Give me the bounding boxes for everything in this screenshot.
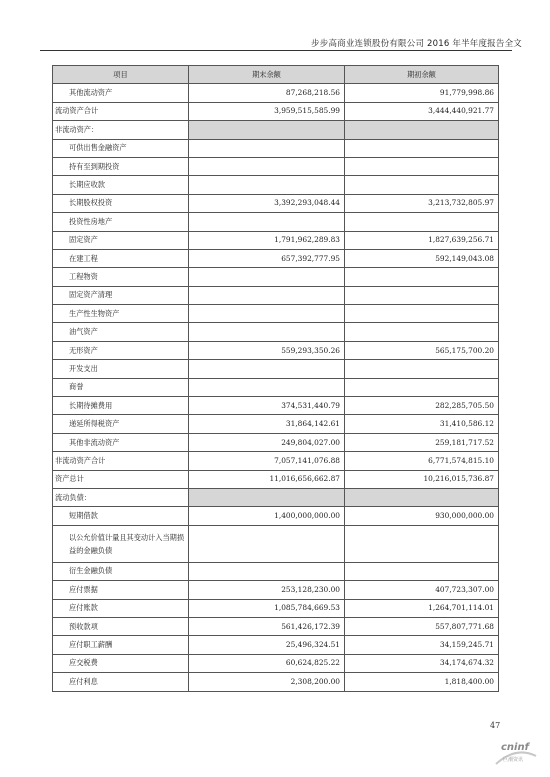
row-beginning-balance — [345, 157, 499, 175]
table-row — [53, 323, 499, 341]
page-number: 47 — [490, 721, 501, 730]
row-beginning-balance: 407,723,307.00 — [345, 581, 499, 599]
row-item-name: 商誉 — [53, 378, 189, 396]
row-item-name: 其他流动资产 — [53, 84, 189, 102]
row-ending-balance: 249,804,027.00 — [189, 433, 345, 451]
row-beginning-balance: 91,779,998.86 — [345, 84, 499, 102]
table-row — [53, 599, 499, 617]
table-row — [53, 268, 499, 286]
row-ending-balance — [189, 176, 345, 194]
row-item-name: 非流动资产合计 — [53, 452, 189, 470]
row-ending-balance: 25,496,324.51 — [189, 636, 345, 654]
table-row — [53, 470, 499, 488]
row-ending-balance — [189, 488, 345, 506]
row-beginning-balance — [345, 323, 499, 341]
row-ending-balance: 2,308,200.00 — [189, 673, 345, 691]
row-ending-balance — [189, 323, 345, 341]
row-item-name: 无形资产 — [53, 341, 189, 359]
row-beginning-balance — [345, 525, 499, 562]
row-beginning-balance: 10,216,015,736.87 — [345, 470, 499, 488]
row-beginning-balance — [345, 286, 499, 304]
table-row — [53, 562, 499, 580]
row-item-name: 应付票据 — [53, 581, 189, 599]
row-beginning-balance — [345, 139, 499, 157]
table-row — [53, 139, 499, 157]
row-beginning-balance: 6,771,574,815.10 — [345, 452, 499, 470]
row-ending-balance: 657,392,777.95 — [189, 249, 345, 267]
row-beginning-balance: 1,264,701,114.01 — [345, 599, 499, 617]
row-item-name: 衍生金融负债 — [53, 562, 189, 580]
report-header-title: 步步高商业连锁股份有限公司 2016 年半年度报告全文 — [311, 39, 522, 49]
row-beginning-balance — [345, 488, 499, 506]
row-item-name: 长期待摊费用 — [53, 397, 189, 415]
row-beginning-balance: 930,000,000.00 — [345, 507, 499, 525]
balance-sheet-table — [52, 65, 499, 692]
row-ending-balance: 1,791,962,289.83 — [189, 231, 345, 249]
column-header-item: 项目 — [53, 66, 189, 84]
row-item-name: 应交税费 — [53, 654, 189, 672]
row-item-name: 应付职工薪酬 — [53, 636, 189, 654]
row-item-name: 非流动资产： — [53, 121, 189, 139]
row-item-name: 固定资产 — [53, 231, 189, 249]
table-row — [53, 673, 499, 691]
row-ending-balance: 559,293,350.26 — [189, 341, 345, 359]
row-item-name: 应付利息 — [53, 673, 189, 691]
row-ending-balance: 3,392,293,048.44 — [189, 194, 345, 212]
table-row — [53, 102, 499, 120]
row-beginning-balance — [345, 213, 499, 231]
row-ending-balance — [189, 360, 345, 378]
row-beginning-balance: 557,807,771.68 — [345, 617, 499, 635]
row-item-name: 短期借款 — [53, 507, 189, 525]
table-row — [53, 360, 499, 378]
table-row — [53, 378, 499, 396]
row-item-name: 流动负债： — [53, 488, 189, 506]
table-row — [53, 581, 499, 599]
row-ending-balance — [189, 139, 345, 157]
row-item-name: 生产性生物资产 — [53, 305, 189, 323]
row-ending-balance: 3,959,515,585.99 — [189, 102, 345, 120]
row-beginning-balance: 34,174,674.32 — [345, 654, 499, 672]
row-item-name: 以公允价值计量且其变动计入当期损益的金融负债 — [53, 525, 189, 562]
table-row — [53, 194, 499, 212]
row-beginning-balance: 31,410,586.12 — [345, 415, 499, 433]
row-item-name: 资产总计 — [53, 470, 189, 488]
row-beginning-balance: 282,285,705.50 — [345, 397, 499, 415]
row-ending-balance — [189, 378, 345, 396]
header-rule — [40, 50, 512, 51]
table-row — [53, 84, 499, 102]
row-beginning-balance — [345, 121, 499, 139]
row-item-name: 长期股权投资 — [53, 194, 189, 212]
table-row — [53, 452, 499, 470]
row-beginning-balance — [345, 176, 499, 194]
row-item-name: 油气资产 — [53, 323, 189, 341]
row-ending-balance: 11,016,656,662.87 — [189, 470, 345, 488]
row-ending-balance: 60,624,825.22 — [189, 654, 345, 672]
row-beginning-balance — [345, 360, 499, 378]
row-beginning-balance: 259,181,717.52 — [345, 433, 499, 451]
row-ending-balance: 561,426,172.39 — [189, 617, 345, 635]
row-item-name: 其他非流动资产 — [53, 433, 189, 451]
table-row — [53, 286, 499, 304]
row-item-name: 在建工程 — [53, 249, 189, 267]
row-beginning-balance — [345, 378, 499, 396]
row-item-name: 投资性房地产 — [53, 213, 189, 231]
table-row — [53, 176, 499, 194]
table-row — [53, 213, 499, 231]
row-ending-balance — [189, 157, 345, 175]
row-item-name: 流动资产合计 — [53, 102, 189, 120]
row-ending-balance: 1,085,784,669.53 — [189, 599, 345, 617]
row-ending-balance: 374,531,440.79 — [189, 397, 345, 415]
row-beginning-balance: 34,159,245.71 — [345, 636, 499, 654]
row-item-name: 应付账款 — [53, 599, 189, 617]
watermark-subtext: 巨潮资讯 — [503, 757, 524, 763]
table-row — [53, 654, 499, 672]
row-item-name: 预收款项 — [53, 617, 189, 635]
row-ending-balance — [189, 525, 345, 562]
row-item-name: 递延所得税资产 — [53, 415, 189, 433]
table-row — [53, 617, 499, 635]
row-item-name: 工程物资 — [53, 268, 189, 286]
column-header-ending-balance: 期末余额 — [189, 66, 345, 84]
row-beginning-balance: 3,444,440,921.77 — [345, 102, 499, 120]
row-ending-balance — [189, 121, 345, 139]
table-row — [53, 636, 499, 654]
row-beginning-balance: 565,175,700.20 — [345, 341, 499, 359]
row-ending-balance — [189, 268, 345, 286]
table-header-row — [53, 66, 499, 84]
row-beginning-balance — [345, 268, 499, 286]
row-ending-balance — [189, 305, 345, 323]
table-row — [53, 507, 499, 525]
table-row — [53, 249, 499, 267]
table-row — [53, 231, 499, 249]
row-ending-balance: 7,057,141,076.88 — [189, 452, 345, 470]
row-ending-balance: 87,268,218.56 — [189, 84, 345, 102]
row-ending-balance — [189, 286, 345, 304]
table-row — [53, 433, 499, 451]
row-ending-balance — [189, 562, 345, 580]
row-item-name: 持有至到期投资 — [53, 157, 189, 175]
row-ending-balance: 31,864,142.61 — [189, 415, 345, 433]
row-beginning-balance: 1,818,400.00 — [345, 673, 499, 691]
row-beginning-balance: 592,149,043.08 — [345, 249, 499, 267]
table-row — [53, 341, 499, 359]
row-item-name: 固定资产清理 — [53, 286, 189, 304]
table-row — [53, 415, 499, 433]
column-header-beginning-balance: 期初余额 — [345, 66, 499, 84]
table-row — [53, 488, 499, 506]
row-item-name: 开发支出 — [53, 360, 189, 378]
watermark-text: cninf — [501, 742, 529, 753]
row-ending-balance — [189, 213, 345, 231]
table-row — [53, 157, 499, 175]
row-ending-balance: 1,400,000,000.00 — [189, 507, 345, 525]
row-item-name: 可供出售金融资产 — [53, 139, 189, 157]
row-beginning-balance: 3,213,732,805.97 — [345, 194, 499, 212]
table-row — [53, 305, 499, 323]
row-item-name: 长期应收款 — [53, 176, 189, 194]
row-beginning-balance — [345, 305, 499, 323]
row-ending-balance: 253,128,230.00 — [189, 581, 345, 599]
row-beginning-balance: 1,827,639,256.71 — [345, 231, 499, 249]
table-row — [53, 121, 499, 139]
row-beginning-balance — [345, 562, 499, 580]
table-row — [53, 397, 499, 415]
table-row — [53, 525, 499, 562]
